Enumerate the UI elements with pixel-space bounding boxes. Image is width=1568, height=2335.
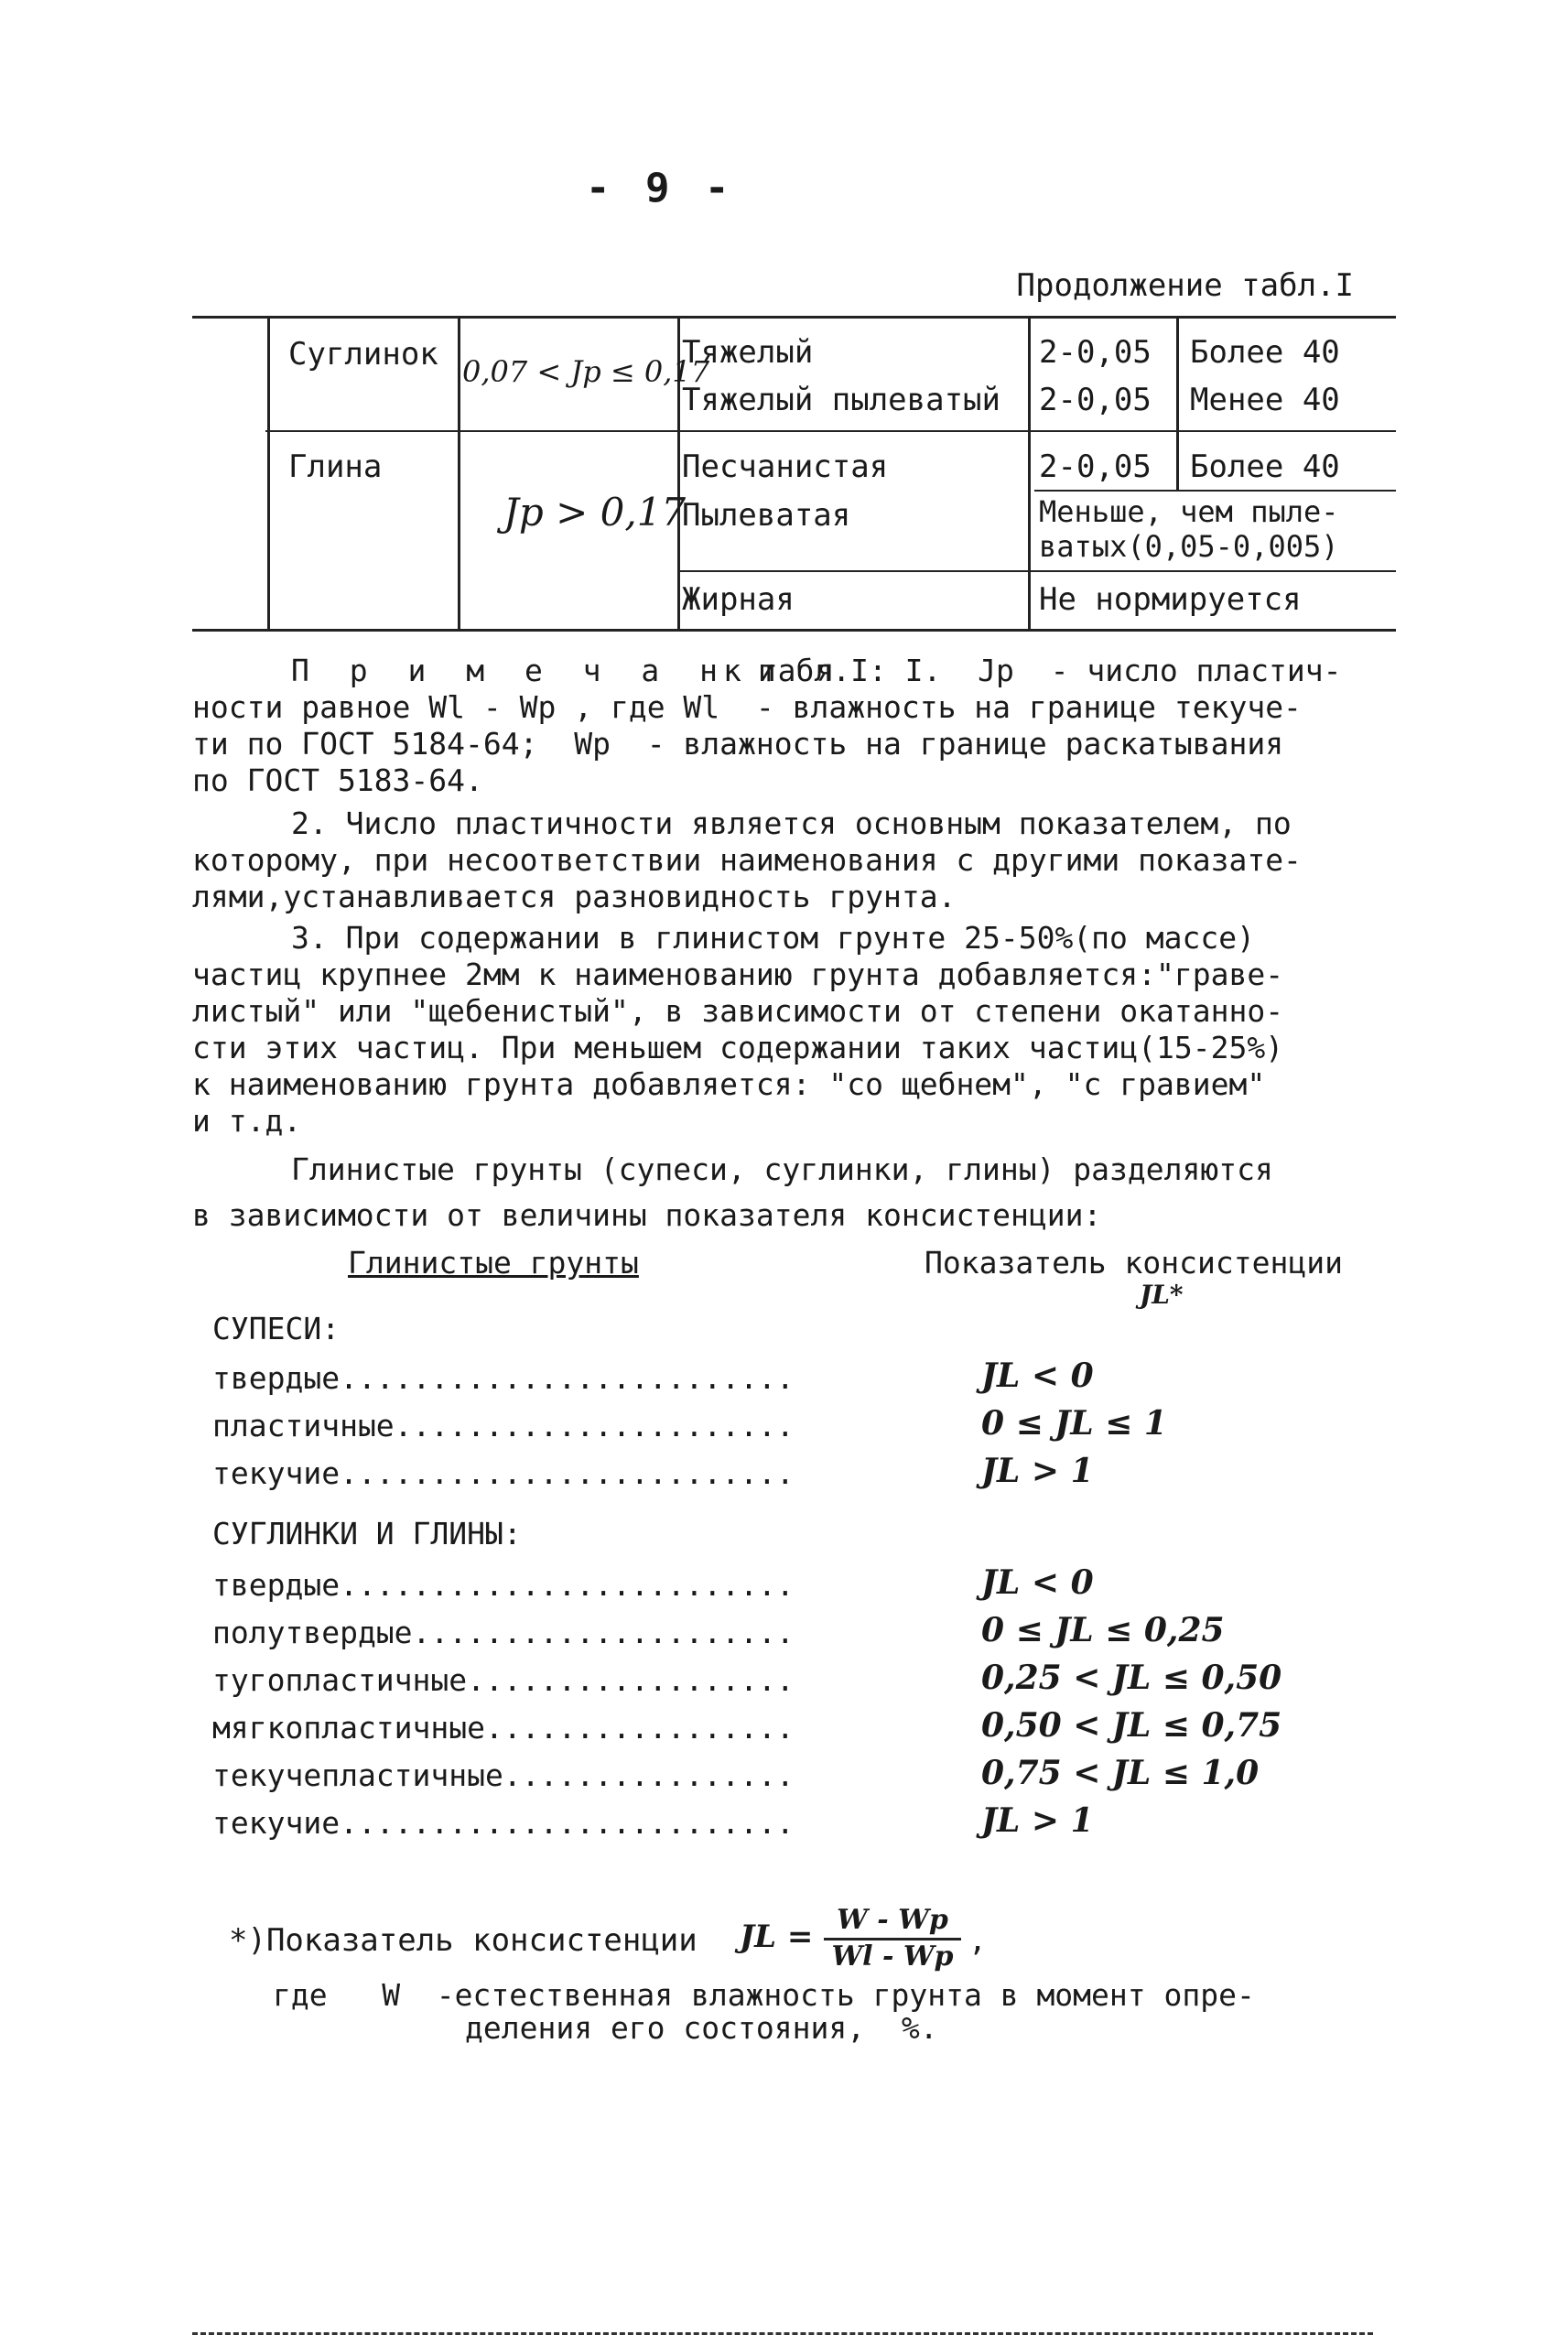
list-item <box>212 1404 1384 1454</box>
column-header-soils: Глинистые грунты <box>348 1245 639 1281</box>
consistency-name: твердые......................... <box>212 1567 795 1603</box>
note-2-line-3: лями,устанавливается разновидность грунта. <box>192 879 957 914</box>
clay-dusty-note-2: ватых(0,05-0,005) <box>1039 529 1339 564</box>
footnote-line-2: где W -естественная влажность грунта в момент опре- <box>273 1977 1255 2013</box>
footnote-formula-lhs: JL = <box>740 1919 814 1955</box>
note-1-line-3: ти по ГОСТ 5184-64; Wp - влажность на границе раскатывания <box>192 726 1284 762</box>
loam-criterion: 0,07 < Jp ≤ 0,17 <box>462 354 710 389</box>
consistency-value: 0,50 < JL ≤ 0,75 <box>981 1706 1282 1745</box>
page-number: - 9 - <box>586 165 735 211</box>
loam-size-2: 2-0,05 <box>1039 382 1152 418</box>
loam-type-1: Тяжелый <box>682 334 814 371</box>
clay-type-3: Жирная <box>682 581 795 618</box>
clay-dusty-note-1: Меньше, чем пыле- <box>1039 494 1339 529</box>
notes-heading: П р и м е ч а н и я <box>291 653 846 688</box>
list-item <box>212 1801 1384 1851</box>
consistency-name: твердые......................... <box>212 1360 795 1396</box>
consistency-value: 0,25 < JL ≤ 0,50 <box>981 1659 1282 1697</box>
group-loam-clay-title: СУГЛИНКИ И ГЛИНЫ: <box>212 1516 522 1551</box>
note-1-line-4: по ГОСТ 5183-64. <box>192 762 483 798</box>
soil-name-loam: Суглинок <box>288 336 438 373</box>
loam-type-2: Тяжелый пылеватый <box>682 382 1000 418</box>
consistency-name: текучие......................... <box>212 1455 795 1491</box>
consistency-value: 0,75 < JL ≤ 1,0 <box>981 1754 1260 1792</box>
note-3-line-6: и т.д. <box>192 1103 302 1139</box>
note-3-line-3: листый" или "щебенистый", в зависимости от степени окатанно- <box>192 993 1284 1029</box>
note-3-line-1: 3. При содержании в глинистом грунте 25-50%(по массе) <box>291 920 1255 956</box>
soil-name-clay: Глина <box>288 449 383 485</box>
soil-table <box>192 316 1396 632</box>
table-continuation-label: Продолжение табл.I <box>1016 267 1354 304</box>
consistency-value: JL < 0 <box>981 1357 1094 1395</box>
loam-content-2: Менее 40 <box>1190 382 1340 418</box>
clay-criterion: Jp > 0,17 <box>503 490 687 535</box>
note-2-line-2: которому, при несоответствии наименования с другими показате- <box>192 842 1302 878</box>
intro-line-2: в зависимости от величины показателя консистенции: <box>192 1197 1102 1233</box>
group-sandy-loam-title: СУПЕСИ: <box>212 1311 341 1346</box>
list-item <box>212 1452 1384 1501</box>
consistency-value: 0 ≤ JL ≤ 0,25 <box>981 1611 1225 1649</box>
footnote-formula-fraction <box>824 1904 961 1973</box>
note-3-line-5: к наименованию грунта добавляется: "со щебнем", "с гравием" <box>192 1066 1266 1102</box>
list-item <box>212 1357 1384 1406</box>
list-item <box>212 1563 1384 1613</box>
consistency-name: мягкопластичные................. <box>212 1710 795 1746</box>
list-item <box>212 1659 1384 1708</box>
consistency-value: JL < 0 <box>981 1563 1094 1602</box>
footnote-formula-tail: , <box>968 1922 987 1958</box>
clay-fat-note: Не нормируется <box>1039 581 1302 618</box>
consistency-name: полутвердые..................... <box>212 1615 795 1650</box>
intro-line-1: Глинистые грунты (супеси, суглинки, глины) разделяются <box>291 1151 1273 1187</box>
consistency-value: JL > 1 <box>981 1452 1094 1490</box>
loam-content-1: Более 40 <box>1190 334 1340 371</box>
clay-type-1: Песчанистая <box>682 449 889 485</box>
consistency-value: JL > 1 <box>981 1801 1094 1840</box>
consistency-name: текучепластичные................ <box>212 1757 795 1793</box>
note-1-line-2: ности равное Wl - Wp , где Wl - влажность на границе текуче- <box>192 689 1302 725</box>
list-item <box>212 1706 1384 1756</box>
column-header-index-symbol: JL* <box>1140 1280 1184 1310</box>
note-1-line-1: к табл.I: I. Jp - число пластич- <box>723 653 1342 688</box>
consistency-name: тугопластичные.................. <box>212 1662 795 1698</box>
note-2-line-1: 2. Число пластичности является основным показателем, по <box>291 805 1292 841</box>
column-header-index: Показатель консистенции <box>925 1245 1343 1281</box>
list-item <box>212 1754 1384 1803</box>
formula-numerator: W - Wp <box>824 1904 961 1940</box>
footnote-lead: *)Показатель консистенции <box>229 1922 697 1959</box>
note-3-line-2: частиц крупнее 2мм к наименованию грунта добавляется:"граве- <box>192 957 1284 992</box>
footnote-line-3: деления его состояния, %. <box>465 2010 938 2046</box>
consistency-name: текучие......................... <box>212 1805 795 1841</box>
consistency-value: 0 ≤ JL ≤ 1 <box>981 1404 1167 1443</box>
loam-size-1: 2-0,05 <box>1039 334 1152 371</box>
clay-content-1: Более 40 <box>1190 449 1340 485</box>
note-3-line-4: сти этих частиц. При меньшем содержании таких частиц(15-25%) <box>192 1030 1284 1065</box>
formula-denominator: Wl - Wp <box>831 1940 954 1973</box>
list-item <box>212 1611 1384 1660</box>
clay-type-2: Пылеватая <box>682 497 851 534</box>
consistency-name: пластичные...................... <box>212 1408 795 1443</box>
clay-size-1: 2-0,05 <box>1039 449 1152 485</box>
